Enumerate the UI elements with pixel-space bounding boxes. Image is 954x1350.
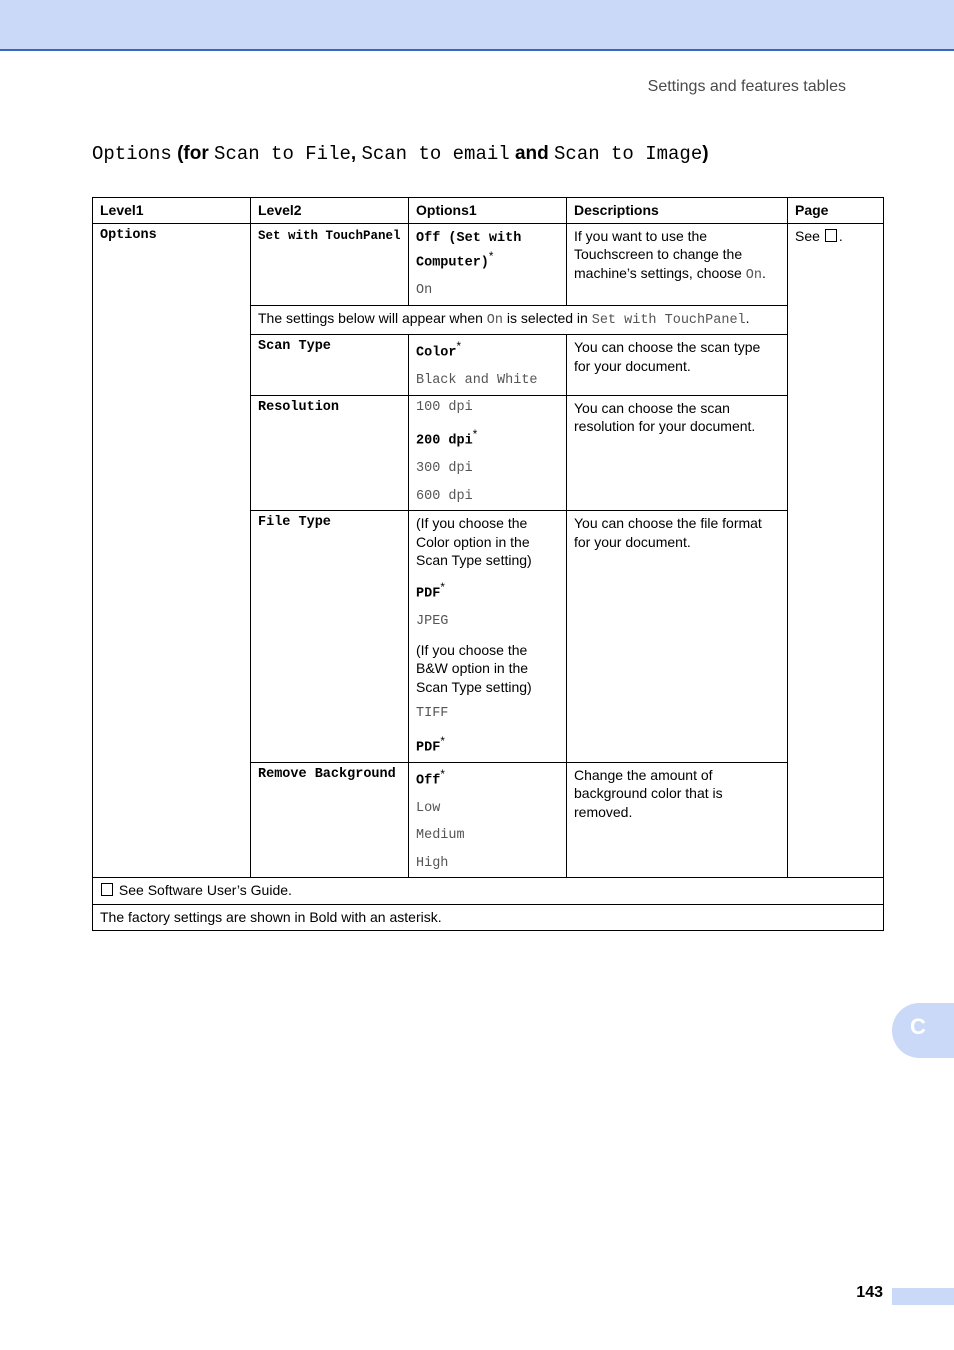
default-option: PDF — [416, 740, 441, 756]
description-cell: You can choose the scan resolution for your document. — [567, 395, 788, 511]
description-cell: Change the amount of background color that is removed. — [567, 762, 788, 878]
appendix-side-tab — [892, 1003, 954, 1058]
page-text: . — [838, 227, 843, 244]
section-heading — [92, 143, 709, 165]
default-asterisk: * — [440, 767, 445, 781]
heading-text: and — [509, 143, 555, 164]
default-option: 200 dpi — [416, 433, 473, 449]
footnote-cell — [93, 878, 884, 905]
description-cell — [567, 223, 788, 305]
default-asterisk: * — [440, 734, 445, 748]
option-value: TIFF — [416, 706, 449, 722]
options-cell — [409, 335, 567, 396]
page-number: 143 — [856, 1284, 883, 1301]
options-cell — [409, 762, 567, 878]
note-text: The settings below will appear when — [258, 309, 487, 326]
option-value: Low — [416, 800, 441, 816]
level1-cell: Options — [93, 223, 251, 878]
heading-text: (for — [171, 143, 215, 164]
reference-box-icon — [825, 229, 837, 242]
heading-code-scan-to-email: Scan to email — [361, 143, 510, 165]
option-note: (If you choose the Color option in the Scan Type setting) — [416, 515, 532, 569]
footnote-cell: The factory settings are shown in Bold with an asterisk. — [93, 904, 884, 931]
table-header-row — [93, 198, 884, 224]
options-cell — [409, 223, 567, 305]
option-value: Medium — [416, 828, 465, 844]
note-code: Set with TouchPanel — [591, 312, 746, 328]
table-row — [93, 223, 884, 305]
option-value: 600 dpi — [416, 488, 473, 504]
heading-text: , — [350, 143, 362, 164]
column-header: Level2 — [251, 198, 409, 224]
heading-code-scan-to-image: Scan to Image — [554, 143, 703, 165]
note-text: . — [745, 309, 750, 326]
top-color-band — [0, 0, 954, 51]
note-cell — [251, 305, 788, 335]
option-value: On — [416, 283, 433, 299]
default-option: PDF — [416, 586, 441, 602]
footnote-row — [93, 878, 884, 905]
option-value: Black and White — [416, 373, 538, 389]
page-number-bar — [892, 1288, 954, 1305]
page-cell — [788, 223, 884, 878]
default-option: Off (Set with Computer) — [416, 230, 522, 271]
level2-cell: Scan Type — [251, 335, 409, 396]
options-cell — [409, 395, 567, 511]
level2-cell: Remove Background — [251, 762, 409, 878]
heading-code-options: Options — [92, 143, 172, 165]
side-tab-letter: C — [910, 1014, 926, 1039]
settings-table — [92, 197, 884, 931]
page-text: See — [795, 227, 820, 244]
column-header: Level1 — [93, 198, 251, 224]
description-cell: You can choose the file format for your document. — [567, 511, 788, 762]
default-asterisk: * — [488, 250, 494, 263]
default-option: Off — [416, 773, 441, 789]
default-option: Color — [416, 345, 457, 361]
running-header: Settings and features tables — [647, 78, 846, 95]
footnote-text: See Software User’s Guide. — [118, 882, 292, 899]
option-value: 300 dpi — [416, 461, 473, 477]
default-asterisk: * — [456, 340, 462, 354]
column-header: Options1 — [409, 198, 567, 224]
footnote-row — [93, 904, 884, 931]
heading-text: ) — [702, 143, 709, 164]
default-asterisk: * — [472, 428, 478, 442]
description-text: . — [761, 264, 766, 281]
option-value: 100 dpi — [416, 399, 473, 415]
option-note: (If you choose the B&W option in the Scan Type setting) — [416, 641, 532, 695]
description-code: On — [745, 267, 762, 283]
note-text: is selected in — [503, 309, 592, 326]
option-value: High — [416, 855, 449, 871]
note-code: On — [486, 312, 503, 328]
description-text: If you want to use the Touchscreen to change the machine’s settings, choose — [574, 227, 743, 281]
level2-cell: File Type — [251, 511, 409, 762]
heading-code-scan-to-file: Scan to File — [214, 143, 351, 165]
column-header: Page — [788, 198, 884, 224]
column-header: Descriptions — [567, 198, 788, 224]
reference-box-icon — [101, 883, 113, 896]
level2-cell: Resolution — [251, 395, 409, 511]
options-cell — [409, 511, 567, 762]
level2-cell: Set with TouchPanel — [251, 223, 409, 305]
default-asterisk: * — [440, 580, 445, 594]
description-cell: You can choose the scan type for your document. — [567, 335, 788, 396]
option-value: JPEG — [416, 614, 449, 630]
